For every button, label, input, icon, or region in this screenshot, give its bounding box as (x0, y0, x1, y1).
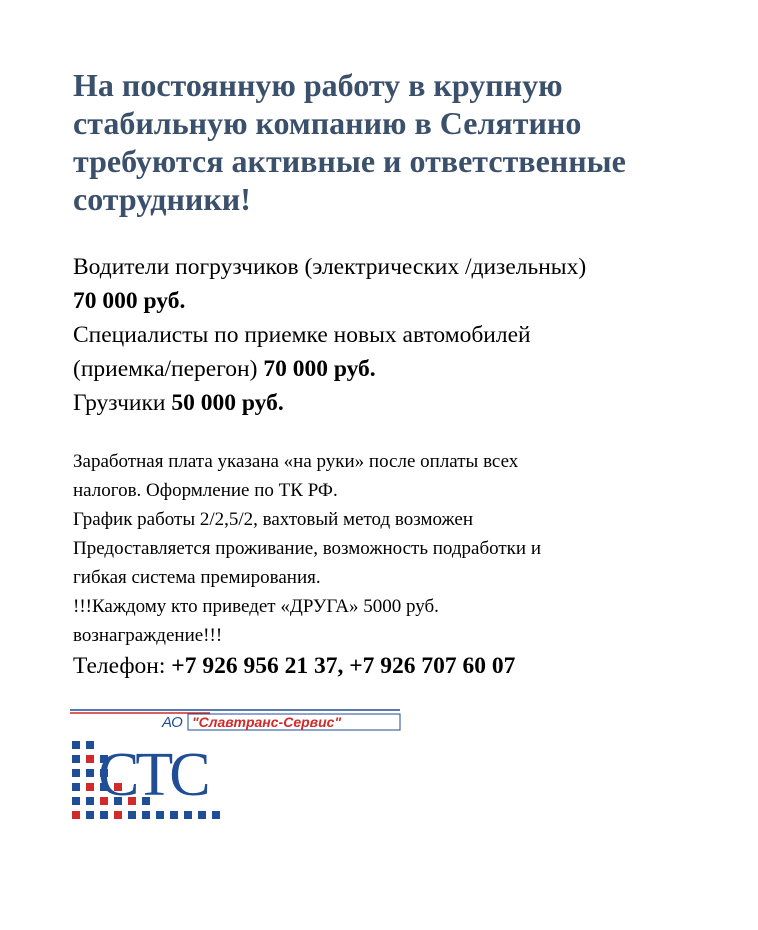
job-line: Водители погрузчиков (электрических /дизельных) (73, 254, 587, 280)
headline-line: требуются активные и ответственные (73, 143, 626, 179)
headline (73, 66, 733, 218)
conditions-line: Предоставляется проживание, возможность подработки и (73, 538, 541, 559)
phone-line (73, 649, 515, 683)
logo-prefix: АО (162, 714, 183, 731)
company-logo (70, 703, 410, 843)
conditions-line: График работы 2/2,5/2, вахтовый метод возможен (73, 509, 474, 530)
job-line: Специалисты по приемке новых автомобилей (73, 322, 531, 348)
conditions-line: Заработная плата указана «на руки» после оплаты всех (73, 451, 519, 472)
job-line: 70 000 руб. (73, 288, 186, 314)
job-list (73, 250, 733, 420)
headline-line: На постоянную работу в крупную (73, 67, 563, 103)
phone-numbers: +7 926 956 21 37, +7 926 707 60 07 (171, 653, 516, 679)
headline-line: сотрудники! (73, 181, 251, 217)
job-line: Грузчики 50 000 руб. (73, 390, 284, 416)
conditions-line: вознаграждение!!! (73, 625, 223, 646)
phone-label: Телефон: (73, 653, 172, 679)
conditions (73, 447, 733, 650)
conditions-line: налогов. Оформление по ТК РФ. (73, 480, 338, 501)
conditions-line: гибкая система премирования. (73, 567, 321, 588)
logo-letters: СТС (98, 741, 207, 809)
logo-company: "Славтранс-Сервис" (192, 714, 342, 730)
conditions-line: !!!Каждому кто приведет «ДРУГА» 5000 руб. (73, 596, 439, 617)
job-line: (приемка/перегон) 70 000 руб. (73, 356, 376, 382)
headline-line: стабильную компанию в Селятино (73, 105, 582, 141)
